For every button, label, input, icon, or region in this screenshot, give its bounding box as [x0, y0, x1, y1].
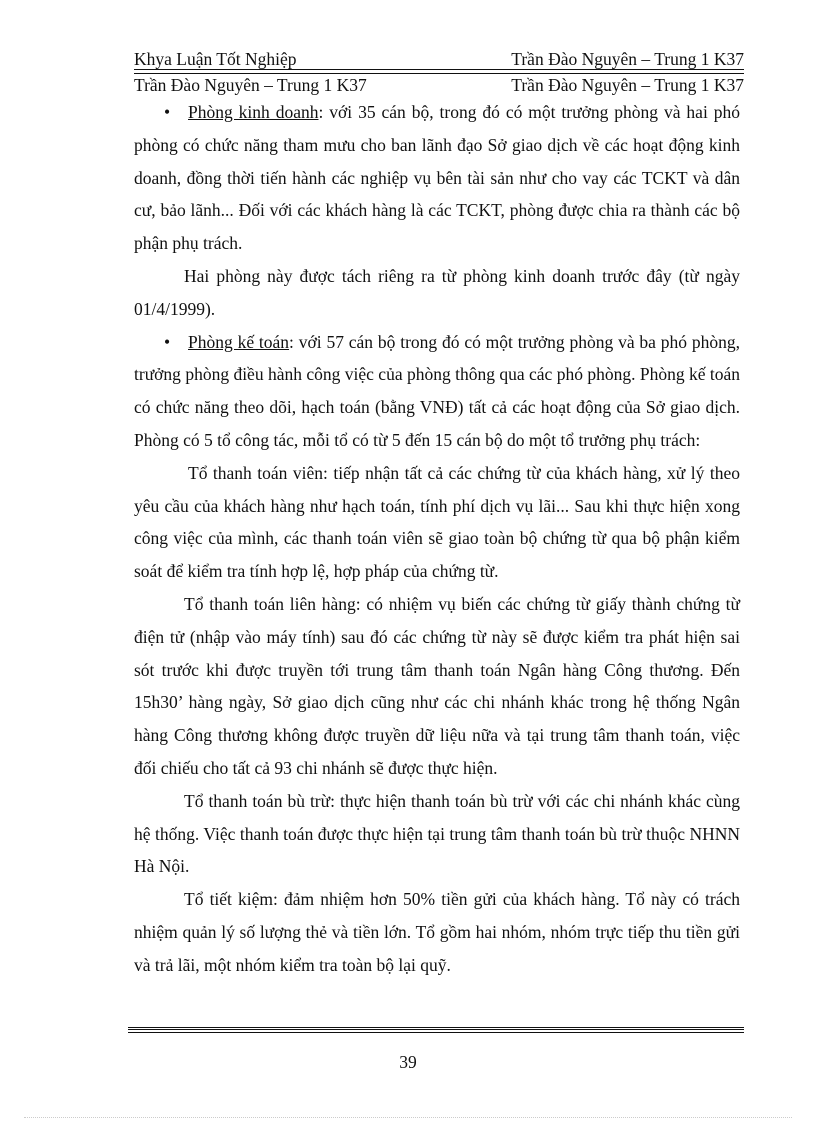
header-sub-right: Trần Đào Nguyên – Trung 1 K37	[511, 75, 744, 95]
paragraph-accounting-dept	[134, 326, 740, 457]
header-subtitle-row	[134, 74, 744, 96]
header-left-title: Khya Luận Tốt Nghiệp	[134, 49, 297, 69]
header-right-title: Trần Đào Nguyên – Trung 1 K37	[511, 49, 744, 69]
paragraph-clearing-team: Tổ thanh toán bù trừ: thực hiện thanh toán bù trừ với các chi nhánh khác cùng hệ thống. Việc thanh toán được thực hiện tại trung tâm thanh toán bù trừ thuộc NHNN Hà Nội.	[134, 790, 740, 877]
bullet-icon: •	[164, 102, 171, 122]
paragraph-separation-note: Hai phòng này được tách riêng ra từ phòng kinh doanh trước đây (từ ngày 01/4/1999).	[134, 265, 740, 319]
header-title-row	[134, 48, 744, 70]
paragraph-business-dept	[134, 96, 740, 260]
header-sub-left: Trần Đào Nguyên – Trung 1 K37	[134, 75, 367, 95]
bullet-icon: •	[164, 331, 171, 352]
business-dept-label: Phòng kinh doanh	[188, 102, 319, 122]
page-header	[134, 48, 744, 96]
footer-rule	[128, 1027, 744, 1033]
paragraph-interbank-team: Tổ thanh toán liên hàng: có nhiệm vụ biến các chứng từ giấy thành chứng từ điện tử (nhập vào máy tính) sau đó các chứng từ này sẽ được kiểm tra phát hiện sai sót trước khi được truyền tới trung tâm thanh toán Ngân hàng Công thương. Đến 15h30’ hàng ngày, Sở giao dịch cũng như các chi nhánh khác trong hệ thống Ngân hàng Công thương không được truyền dữ liệu nữa và tại trung tâm thanh toán, việc đối chiếu cho tất cả 93 chi nhánh sẽ được thực hiện.	[134, 593, 740, 778]
page-number: 39	[399, 1052, 417, 1072]
document-body	[134, 96, 740, 982]
paragraph-teller-team: Tổ thanh toán viên: tiếp nhận tất cả các chứng từ của khách hàng, xử lý theo yêu cầu của khách hàng như hạch toán, tính phí dịch vụ lãi... Sau khi thực hiện xong công việc của mình, các thanh toán viên sẽ giao toàn bộ chứng từ qua bộ phận kiểm soát để kiểm tra tính hợp lệ, hợp pháp của chứng từ.	[134, 462, 740, 582]
page-edge-divider	[24, 1117, 792, 1118]
accounting-dept-label: Phòng kế toán	[188, 331, 290, 352]
accounting-dept-text: : với 57 cán bộ trong đó có một trưởng phòng và ba phó phòng, trưởng phòng điều hành công việc của phòng thông qua các phó phòng. Phòng kế toán có chức năng theo dõi, hạch toán (bằng VNĐ) tất cả các hoạt động của Sở giao dịch. Phòng có 5 tổ công tác, mỗi tổ có từ 5 đến 15 cán bộ do một tổ trưởng phụ trách:	[134, 331, 740, 450]
paragraph-savings-team: Tổ tiết kiệm: đảm nhiệm hơn 50% tiền gửi của khách hàng. Tổ này có trách nhiệm quản lý số lượng thẻ và tiền lớn. Tổ gồm hai nhóm, nhóm trực tiếp thu tiền gửi và trả lãi, một nhóm kiểm tra toàn bộ lại quỹ.	[134, 889, 740, 975]
business-dept-text: : với 35 cán bộ, trong đó có một trưởng phòng và hai phó phòng có chức năng tham mưu cho ban lãnh đạo Sở giao dịch về các hoạt động kinh doanh, đồng thời tiến hành các nghiệp vụ bên tài sản như cho vay các TCKT và dân cư, bảo lãnh... Đối với các khách hàng là các TCKT, phòng được chia ra thành các bộ phận phụ trách.	[134, 102, 740, 254]
header-rule	[134, 69, 744, 74]
